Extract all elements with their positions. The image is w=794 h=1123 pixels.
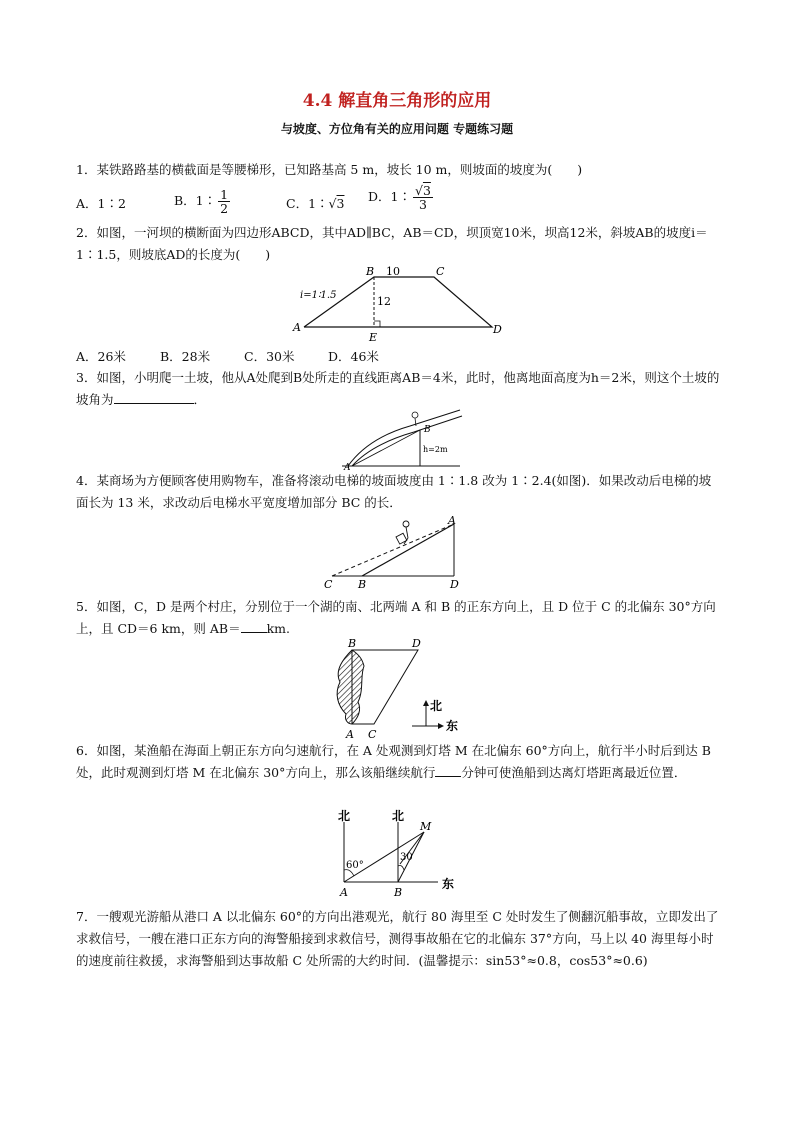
q1-option-d-fraction: $\frac{√3}{3}$ [414, 183, 431, 212]
q2-trapezoid-figure [290, 265, 510, 345]
q2-label-c: C [436, 265, 445, 278]
q4-escalator-figure [320, 516, 470, 594]
q6-label-angle-30: 30 [400, 852, 413, 863]
q1-option-d: D．1∶ $\frac{√3}{3}$ [368, 183, 431, 212]
q5-label-north: 北 [430, 699, 443, 713]
q5-label-c: C [368, 728, 377, 741]
q1-option-c: C．1∶√3 [286, 196, 345, 211]
question-6-text: 6．如图，某渔船在海面上朝正东方向匀速航行，在 A 处观测到灯塔 M 在北偏东 60°方向上，航行半小时后到达 B 处，此时观测到灯塔 M 在北偏东 30°方向上，那么该船继续航行 分钟可使渔船到达离灯塔距离最近位置． [76, 743, 711, 780]
q4-label-b: B [358, 578, 367, 591]
q2-option-a: A．26米 [76, 349, 126, 364]
q6-answer-blank [435, 776, 461, 777]
q1-option-b: B．1∶ $\frac{1}{2}$ [174, 187, 229, 216]
page-subtitle: 与坡度、方位角有关的应用问题 专题练习题 [280, 122, 514, 136]
q3-label-a: A [344, 463, 351, 473]
q5-label-a: A [346, 728, 354, 741]
question-3-text: 3．如图，小明爬一土坡，他从A处爬到B处所走的直线距离AB＝4米，此时，他离地面高度为h＝2米，则这个土坡的坡角为 ． [76, 370, 720, 407]
question-1-text: 1．某铁路路基的横截面是等腰梯形，已知路基高 5 m，坡长 10 m，则坡面的坡度为( ) [76, 162, 583, 177]
q4-label-a: A [448, 514, 456, 527]
q3-label-b: B [424, 425, 431, 435]
q2-label-d: D [493, 323, 502, 336]
q2-label-top-width: 10 [386, 265, 400, 278]
question-5-text: 5．如图，C，D 是两个村庄，分别位于一个湖的南、北两端 A 和 B 的正东方向上，且 D 位于 C 的北偏东 30°方向上，且 CD＝6 km，则 AB＝ km. [76, 599, 716, 636]
q2-option-c: C．30米 [244, 349, 295, 364]
q2-label-b: B [366, 265, 375, 278]
q2-option-d: D．46米 [328, 349, 379, 364]
page-title: 4.4 解直角三角形的应用 [302, 91, 492, 111]
q6-label-a: A [340, 886, 348, 899]
q2-label-height: 12 [377, 295, 391, 308]
q2-label-e: E [369, 331, 378, 344]
q6-label-m: M [420, 820, 432, 833]
q5-label-d: D [412, 637, 421, 650]
q6-bearing-figure [328, 808, 468, 904]
q6-label-east: 东 [442, 877, 455, 891]
question-7-text: 7．一艘观光游船从港口 A 以北偏东 60°的方向出港观光，航行 80 海里至 C 处时发生了侧翻沉船事故，立即发出了求救信号，一艘在港口正东方向的海警船接到求救信号，测得事故船在它的北偏东 37°方向，马上以 40 海里每小时的速度前往救援，求海警船到达事故船 C 处所需的大约时间．(温馨提示：sin53°≈0.8，cos53°≈0.6) [76, 909, 719, 968]
q5-label-east: 东 [446, 719, 459, 733]
q4-label-c: C [324, 578, 333, 591]
q5-answer-blank [241, 632, 267, 633]
question-4-text: 4．某商场为方便顾客使用购物车，准备将滚动电梯的坡面坡度由 1∶1.8 改为 1∶2.4(如图)．如果改动后电梯的坡面长为 13 米，求改动后电梯水平宽度增加部分 BC 的长． [76, 473, 712, 510]
q1-option-b-fraction: $\frac{1}{2}$ [220, 187, 229, 216]
q1-option-a: A．1∶2 [76, 196, 126, 211]
q3-answer-blank [114, 403, 194, 404]
q3-label-height: h=2m [423, 445, 448, 454]
q3-slope-figure [338, 408, 468, 473]
q6-label-angle-60: 60° [346, 860, 364, 871]
q4-label-d: D [450, 578, 459, 591]
q6-label-north-b: 北 [392, 809, 405, 823]
q2-label-slope: i=1∶1.5 [300, 290, 337, 301]
q2-option-b: B．28米 [160, 349, 211, 364]
q2-label-a: A [293, 321, 301, 334]
q5-label-b: B [348, 637, 357, 650]
q6-label-b: B [394, 886, 403, 899]
q6-label-north-a: 北 [338, 809, 351, 823]
q5-lake-figure [322, 636, 472, 742]
question-2-text: 2．如图，一河坝的横断面为四边形ABCD，其中AD∥BC，AB＝CD，坝顶宽10米，坝高12米，斜坡AB的坡度i＝1∶1.5，则坡底AD的长度为( ) [76, 225, 708, 262]
